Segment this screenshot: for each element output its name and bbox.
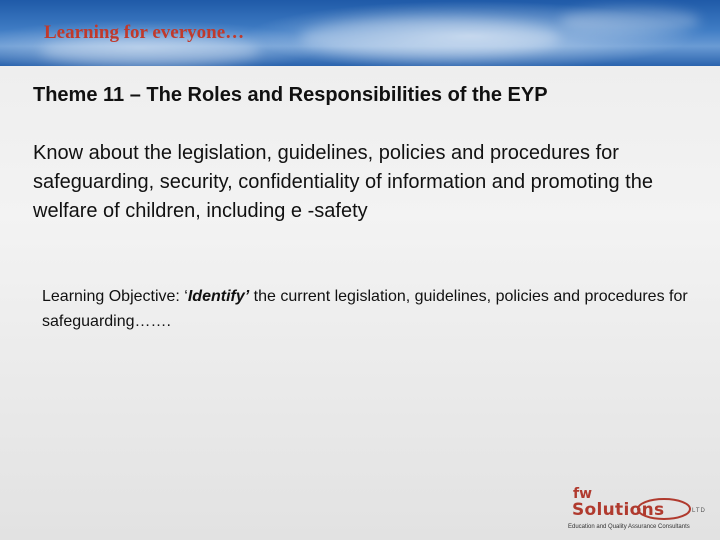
banner-cloud: [300, 18, 560, 58]
objective-prefix: Learning Objective: ‘: [42, 288, 188, 305]
learning-objective: [42, 284, 692, 334]
objective-emphasis: Identify’: [187, 288, 250, 305]
header-banner: [0, 0, 720, 66]
banner-title: Learning for everyone…: [44, 22, 245, 43]
slide-body-text: Know about the legislation, guidelines, policies and procedures for safeguarding, security, confidentiality of information and promoting the welfare of children, including e -safety: [33, 142, 653, 222]
logo-fw-text: fw: [573, 486, 593, 502]
banner-cloud: [560, 8, 700, 34]
logo-tagline: Education and Quality Assurance Consultants: [568, 524, 690, 530]
slide-heading: Theme 11 – The Roles and Responsibilities of the EYP: [33, 84, 548, 106]
company-logo: [566, 486, 712, 536]
logo-name-text: Solutions: [572, 500, 665, 520]
objective-suffix: the current legislation, guidelines, policies and procedures for safeguarding…….: [42, 288, 688, 330]
logo-ltd-text: LTD: [692, 508, 706, 514]
